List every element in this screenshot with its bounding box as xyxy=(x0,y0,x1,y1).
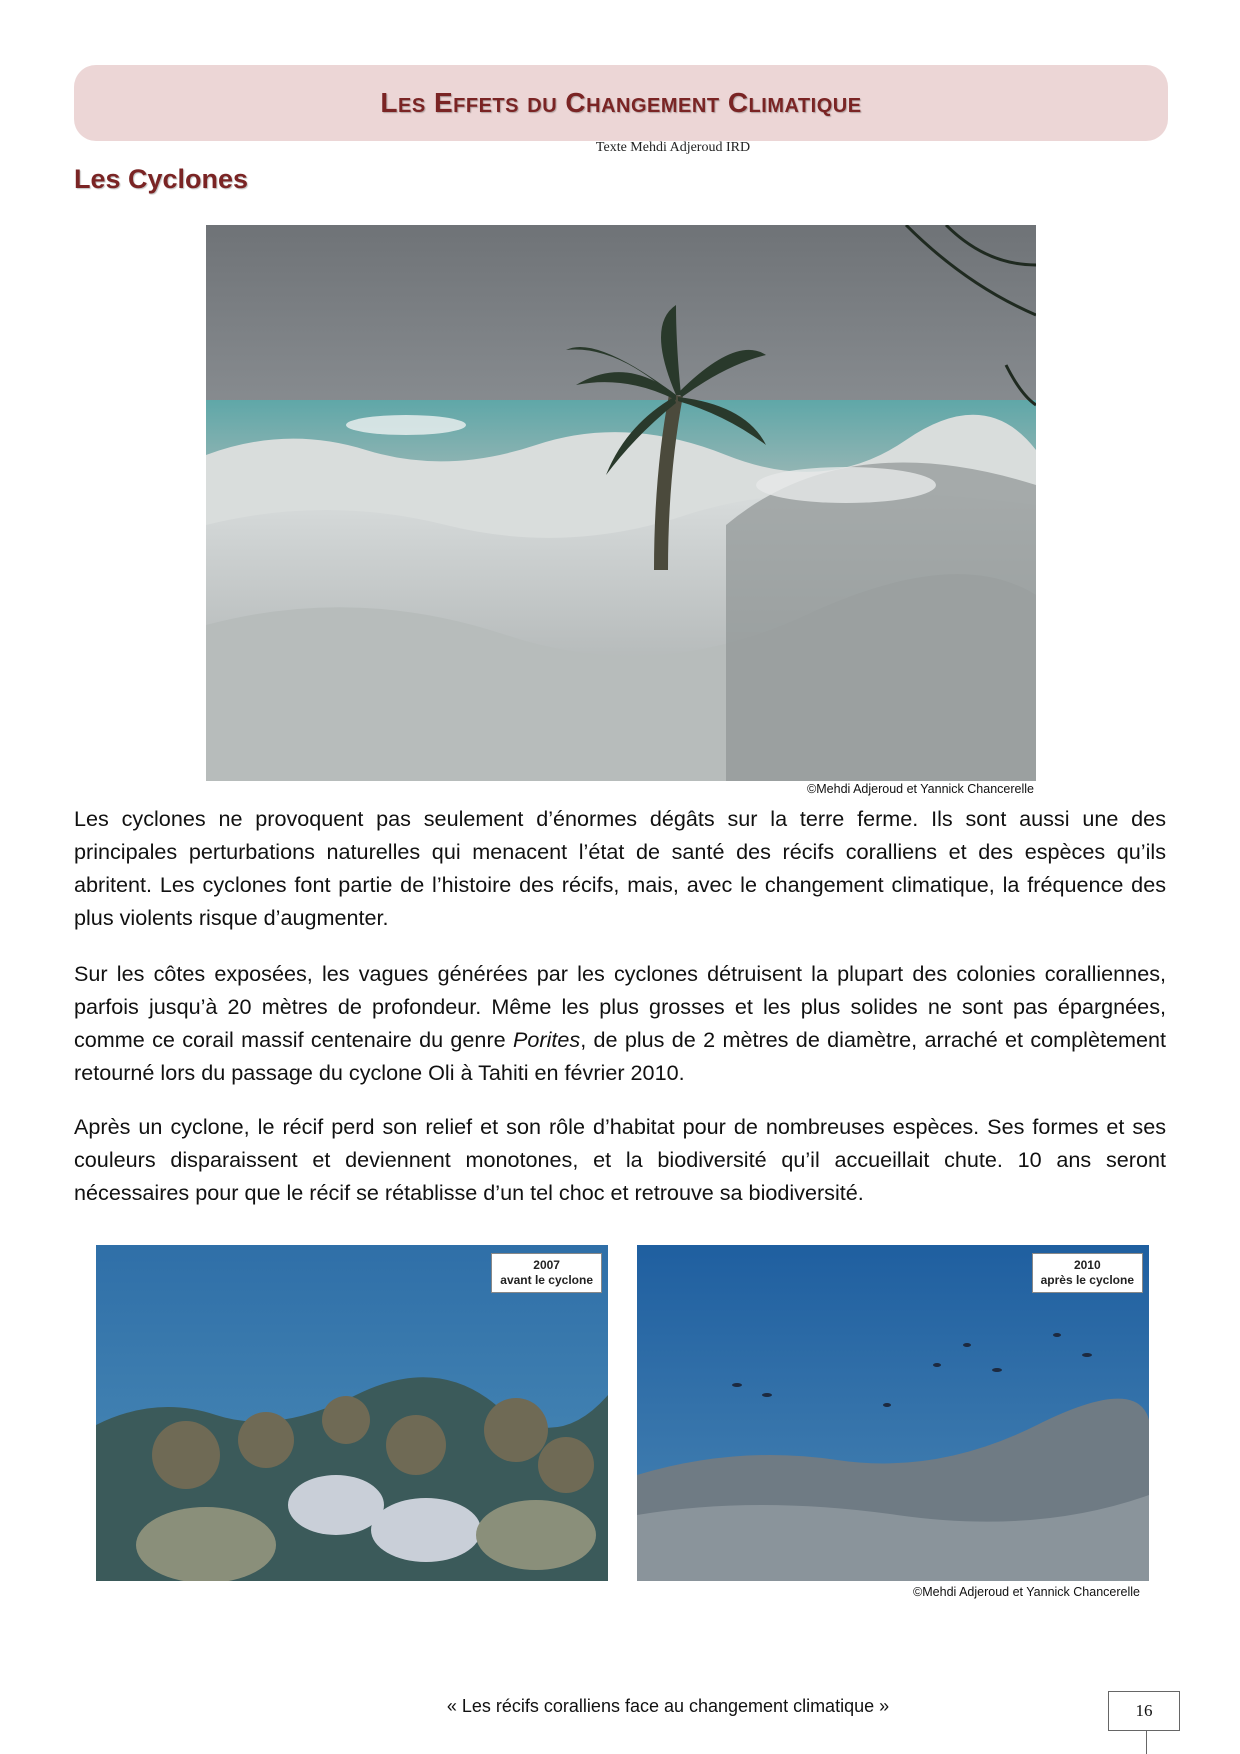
section-heading: Les Cyclones xyxy=(74,164,249,194)
before-year: 2007 xyxy=(533,1258,560,1272)
pair-photo-credit: ©Mehdi Adjeroud et Yannick Chancerelle xyxy=(913,1585,1140,1599)
after-year: 2010 xyxy=(1073,1258,1101,1272)
reef-before-photo xyxy=(96,1245,608,1581)
main-photo-credit: ©Mehdi Adjeroud et Yannick Chancerelle xyxy=(807,782,1034,796)
genus-name: Porites xyxy=(512,1027,581,1052)
cyclone-photo xyxy=(206,225,1036,781)
footer-text: « Les récifs coralliens face au changement climatique » xyxy=(446,1696,890,1716)
after-caption: après le cyclone xyxy=(1040,1273,1134,1287)
before-label xyxy=(491,1253,602,1293)
page-number: 16 xyxy=(1108,1691,1180,1731)
title-banner xyxy=(74,65,1168,141)
paragraph-2 xyxy=(74,957,1166,1089)
paragraph-2-start: Sur les côtes exposées, les vagues générées par les cyclones détruisent la plupart des colonies coralliennes, parfois jusqu’à 20 mètres de profondeur. Même les plus grosses et les plus solides ne sont pas épargnées, comme ce corail massif centenaire du genre xyxy=(74,961,1166,1052)
page-number-divider xyxy=(1146,1730,1147,1754)
page-title: Les Effets du Changement Climatique xyxy=(380,87,862,118)
author-byline: Texte Mehdi Adjeroud IRD xyxy=(595,140,751,155)
reef-after-photo xyxy=(637,1245,1149,1581)
paragraph-2-end: , de plus de 2 mètres de diamètre, arraché et complètement retourné lors du passage du cyclone Oli à Tahiti en février 2010. xyxy=(74,1027,1166,1085)
paragraph-3: Après un cyclone, le récif perd son relief et son rôle d’habitat pour de nombreuses espèces. Ses formes et ses couleurs disparaissent et deviennent monotones, et la biodiversité qu’il accueillait chute. 10 ans seront nécessaires pour que le récif se rétablisse d’un tel choc et retrouve sa biodiversité. xyxy=(74,1114,1166,1205)
paragraph-1: Les cyclones ne provoquent pas seulement d’énormes dégâts sur la terre ferme. Ils sont aussi une des principales perturbations naturelles qui menacent l’état de santé des récifs coralliens et des espèces qu’ils abritent. Les cyclones font partie de l’histoire des récifs, mais, avec le changement climatique, la fréquence des plus violents risque d’augmenter. xyxy=(74,806,1166,930)
after-label xyxy=(1032,1253,1143,1293)
before-caption: avant le cyclone xyxy=(500,1273,593,1287)
